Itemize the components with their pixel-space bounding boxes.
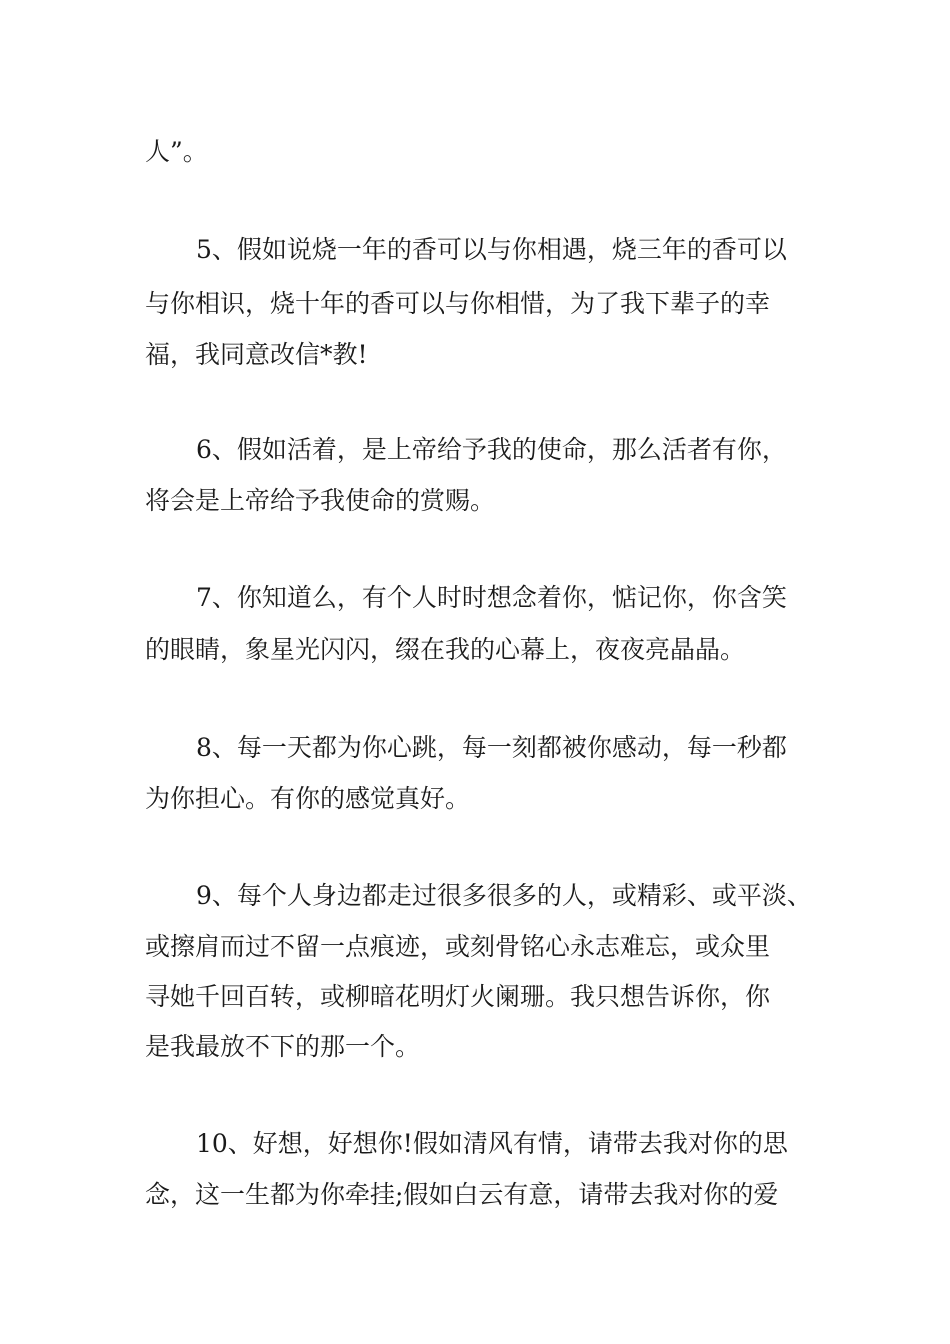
- paragraph-line: 人”。: [145, 137, 208, 166]
- paragraph-line: 将会是上帝给予我使命的赏赐。: [145, 486, 496, 515]
- paragraph-line: 6、假如活着，是上帝给予我的使命，那么活者有你，: [196, 435, 787, 464]
- paragraph-line: 是我最放不下的那一个。: [145, 1032, 421, 1061]
- paragraph-line: 的眼睛，象星光闪闪，缀在我的心幕上，夜夜亮晶晶。: [145, 635, 746, 664]
- paragraph-line: 福，我同意改信*教!: [145, 340, 368, 369]
- paragraph-line: 为你担心。有你的感觉真好。: [145, 784, 471, 813]
- paragraph-line: 8、每一天都为你心跳，每一刻都被你感动，每一秒都: [196, 733, 787, 762]
- paragraph-line: 寻她千回百转，或柳暗花明灯火阑珊。我只想告诉你，你: [145, 982, 771, 1011]
- paragraph-line: 9、每个人身边都走过很多很多的人，或精彩、或平淡、: [196, 881, 812, 910]
- paragraph-line: 5、假如说烧一年的香可以与你相遇，烧三年的香可以: [196, 235, 787, 264]
- paragraph-line: 或擦肩而过不留一点痕迹，或刻骨铭心永志难忘，或众里: [145, 932, 771, 961]
- paragraph-line: 10、好想，好想你!假如清风有情，请带去我对你的思: [196, 1129, 788, 1158]
- paragraph-line: 与你相识，烧十年的香可以与你相惜，为了我下辈子的幸: [145, 289, 771, 318]
- paragraph-line: 念，这一生都为你牵挂;假如白云有意，请带去我对你的爱: [145, 1180, 779, 1209]
- paragraph-line: 7、你知道么，有个人时时想念着你，惦记你，你含笑: [196, 583, 787, 612]
